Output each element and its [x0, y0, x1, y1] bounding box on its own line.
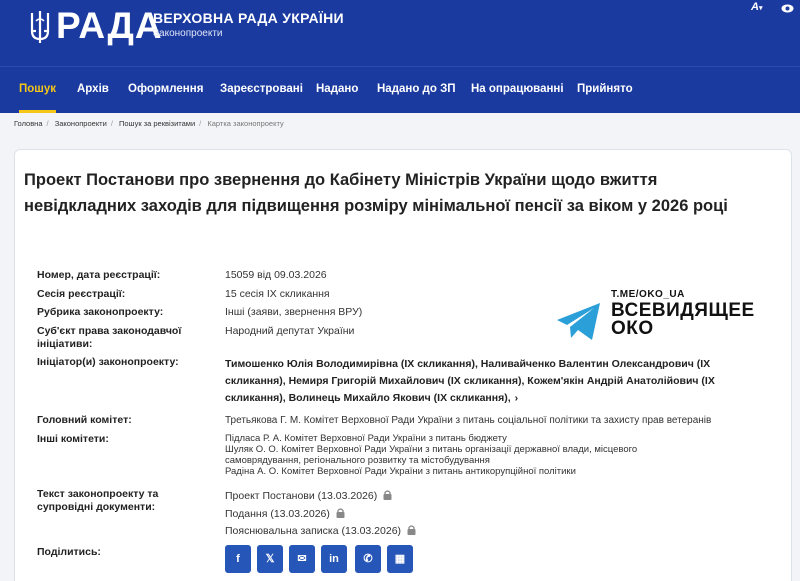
other-committees-label: Інші комітети: [37, 433, 109, 445]
watermark-url: T.ME/OKO_UA [611, 289, 685, 300]
committee-line: Радіна А. О. Комітет Верховної Ради України з питань антикорупційної політики [225, 466, 576, 477]
lock-icon [407, 525, 416, 535]
initiators-line: Тимошенко Юлія Володимирівна (IX скликання), Наливайченко Валентин Олександрович (IX [225, 358, 711, 370]
nav-item-provided[interactable]: Надано [316, 83, 359, 95]
subject-value: Народний депутат України [225, 325, 355, 337]
rubric-value: Інші (заяви, звернення ВРУ) [225, 306, 363, 318]
share-whatsapp-button[interactable] [355, 545, 381, 573]
nav-item-archive[interactable]: Архів [77, 83, 109, 95]
initiators-label: Ініціатор(и) законопроекту: [37, 356, 179, 368]
qr-code-icon: ▦ [394, 553, 406, 565]
main-nav [0, 66, 800, 113]
docs-label [37, 488, 158, 514]
nav-item-registration[interactable]: Оформлення [128, 83, 204, 95]
share-linkedin-button[interactable] [321, 545, 347, 573]
breadcrumb [14, 119, 288, 128]
breadcrumb-separator: / [199, 119, 202, 128]
telegram-icon [556, 302, 602, 342]
breadcrumb-item-search[interactable]: Пошук за реквізитами [119, 119, 196, 128]
share-qr-button[interactable] [387, 545, 413, 573]
document-link-text: Проект Постанови (13.03.2026) [225, 490, 378, 502]
initiators-value [225, 356, 725, 407]
subject-label [37, 325, 181, 351]
nav-item-in-processing[interactable]: На опрацюванні [471, 83, 564, 95]
chevron-down-icon: ▾ [758, 5, 763, 12]
initiators-line: скликання), Немиря Григорій Михайлович (IX скликання), Кожем'якін Андрій Анатолійович (IX [225, 375, 715, 387]
trident-emblem-icon [28, 9, 52, 45]
share-facebook-button[interactable] [225, 545, 251, 573]
share-label: Поділитись: [37, 546, 101, 558]
initiators-line [225, 390, 725, 407]
lock-icon [383, 490, 392, 500]
committee-line: Шуляк О. О. Комітет Верховної Ради України з питань організації державної влади, місцевого [225, 444, 638, 455]
breadcrumb-separator: / [46, 119, 49, 128]
main-committee-label: Головний комітет: [37, 414, 132, 426]
share-x-button[interactable] [257, 545, 283, 573]
site-logo[interactable]: РАДА [56, 5, 163, 46]
subject-label-line: Суб'єкт права законодавчої [37, 325, 182, 337]
document-link-text: Подання (13.03.2026) [225, 508, 330, 520]
nav-item-registered[interactable]: Зареєстровані [220, 83, 303, 95]
breadcrumb-item-current: Картка законопроекту [207, 119, 284, 128]
site-title: ВЕРХОВНА РАДА УКРАЇНИ [153, 10, 344, 26]
document-link[interactable] [225, 490, 392, 503]
committee-line: Підласа Р. А. Комітет Верховної Ради України з питань бюджету [225, 433, 507, 444]
breadcrumb-item-bills[interactable]: Законопроекти [54, 119, 107, 128]
whatsapp-icon: ✆ [363, 553, 373, 565]
linkedin-icon: in [329, 553, 339, 565]
share-email-button[interactable] [289, 545, 315, 573]
chevron-right-icon[interactable]: › [514, 392, 519, 404]
reg-number-label: Номер, дата реєстрації: [37, 269, 161, 281]
site-subtitle: Законопроекти [153, 28, 223, 39]
email-icon: ✉ [297, 553, 307, 565]
breadcrumb-item-home[interactable]: Головна [14, 119, 43, 128]
reg-number-value: 15059 від 09.03.2026 [225, 269, 327, 281]
watermark-name [611, 302, 755, 338]
nav-item-provided-to-zp[interactable]: Надано до ЗП [377, 83, 456, 95]
document-link-text: Пояснювальна записка (13.03.2026) [225, 525, 402, 537]
lock-icon [336, 508, 345, 518]
session-value: 15 сесія IX скликання [225, 288, 330, 300]
font-size-label: A [751, 1, 759, 13]
eye-icon[interactable] [781, 4, 794, 13]
document-link[interactable] [225, 525, 416, 538]
nav-item-search[interactable]: Пошук [19, 67, 56, 113]
other-committees-value [225, 433, 637, 477]
watermark-name-line: ВСЕВИДЯЩЕЕ [611, 300, 755, 321]
main-committee-value: Третьякова Г. М. Комітет Верховної Ради України з питань соціальної політики та захисту прав ветеранів [225, 415, 712, 426]
page-title: Проект Постанови про звернення до Кабінету Міністрів України щодо вжиття невідкладних заходів для підвищення розміру мінімальної пенсії за віком у 2026 році [24, 171, 728, 215]
font-size-button[interactable] [751, 1, 762, 13]
rubric-label: Рубрика законопроекту: [37, 306, 164, 318]
committee-line: самоврядування, регіонального розвитку та містобудування [225, 455, 490, 466]
watermark-name-line: ОКО [611, 318, 654, 339]
site-header [0, 0, 800, 66]
docs-label-line: супровідні документи: [37, 501, 156, 513]
breadcrumb-separator: / [110, 119, 113, 128]
facebook-icon: f [236, 553, 240, 565]
nav-item-adopted[interactable]: Прийнято [577, 83, 633, 95]
x-icon: 𝕏 [265, 553, 275, 565]
docs-label-line: Текст законопроекту та [37, 488, 159, 500]
subject-label-line: ініціативи: [37, 338, 93, 350]
document-link[interactable] [225, 508, 345, 521]
session-label: Сесія реєстрації: [37, 288, 126, 300]
initiators-line-text: скликання), Волинець Михайло Якович (IX скликання), [225, 392, 511, 404]
